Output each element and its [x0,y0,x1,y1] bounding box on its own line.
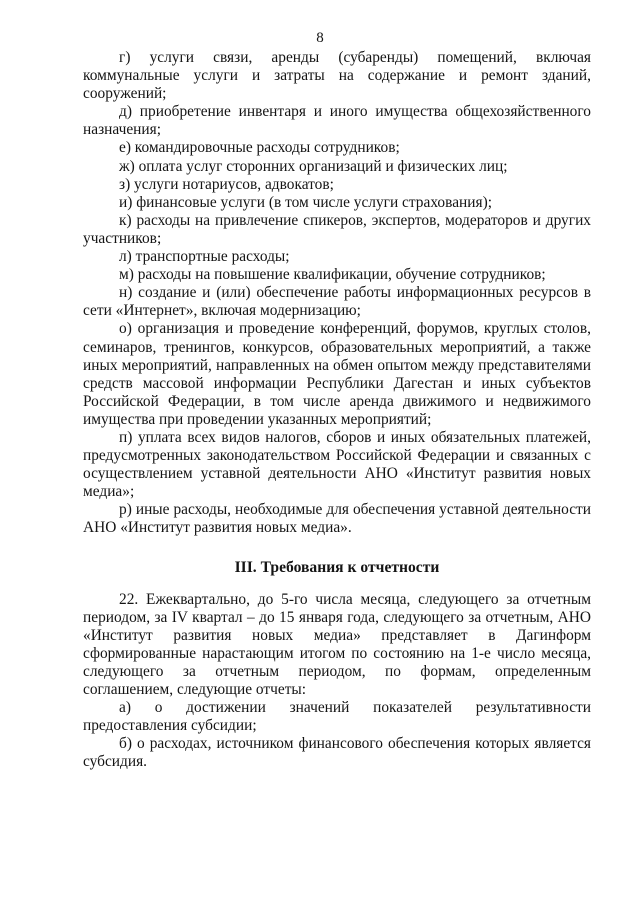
clause-22: 22. Ежеквартально, до 5-го числа месяца, следующего за отчетным периодом, за IV квартал – до 15 января года, следующего за отчетным, АНО «Институт развития новых медиа» представляет в Дагинформ сформированные нарастающим итогом по состоянию на 1-е число месяца, следующего за отчетным периодом, по формам, определенным соглашением, следующие отчеты: [83,590,591,699]
list-item-m: м) расходы на повышение квалификации, обучение сотрудников; [119,266,546,284]
list-item-l: л) транспортные расходы; [119,248,290,266]
document-body [83,49,591,772]
page-number: 8 [316,30,324,46]
list-item-e: е) командировочные расходы сотрудников; [119,139,400,157]
section-heading: III. Требования к отчетности [234,558,440,576]
list-item-g: г) услуги связи, аренды (субаренды) помещений, включая коммунальные услуги и затраты на содержание и ремонт зданий, сооружений; [83,49,591,103]
list-item-k: к) расходы на привлечение спикеров, экспертов, модераторов и других участников; [83,211,591,247]
report-item-a: а) о достижении значений показателей результативности предоставления субсидии; [83,699,591,735]
report-item-b: б) о расходах, источником финансового обеспечения которых является субсидия. [83,735,591,771]
list-item-p: п) уплата всех видов налогов, сборов и иных обязательных платежей, предусмотренных законодательством Российской Федерации и связанных с осуществлением уставной деятельности АНО «Институт развития новых медиа»; [83,428,591,501]
list-item-z: з) услуги нотариусов, адвокатов; [119,175,334,193]
list-item-zh: ж) оплата услуг сторонних организаций и физических лиц; [119,157,508,175]
list-item-d: д) приобретение инвентаря и иного имущества общехозяйственного назначения; [83,103,591,139]
list-item-r: р) иные расходы, необходимые для обеспечения уставной деятельности АНО «Институт развития новых медиа». [83,501,591,537]
list-item-o: о) организация и проведение конференций, форумов, круглых столов, семинаров, тренингов, конкурсов, образовательных мероприятий, а также иных мероприятий, направленных на обмен опытом между представителями средств массовой информации Республики Дагестан и иных субъектов Российской Федерации, в том числе аренда движимого и недвижимого имущества при проведении указанных мероприятий; [83,320,591,428]
list-item-i: и) финансовые услуги (в том числе услуги страхования); [119,193,492,211]
list-item-n: н) создание и (или) обеспечение работы информационных ресурсов в сети «Интернет», включая модернизацию; [83,284,591,320]
